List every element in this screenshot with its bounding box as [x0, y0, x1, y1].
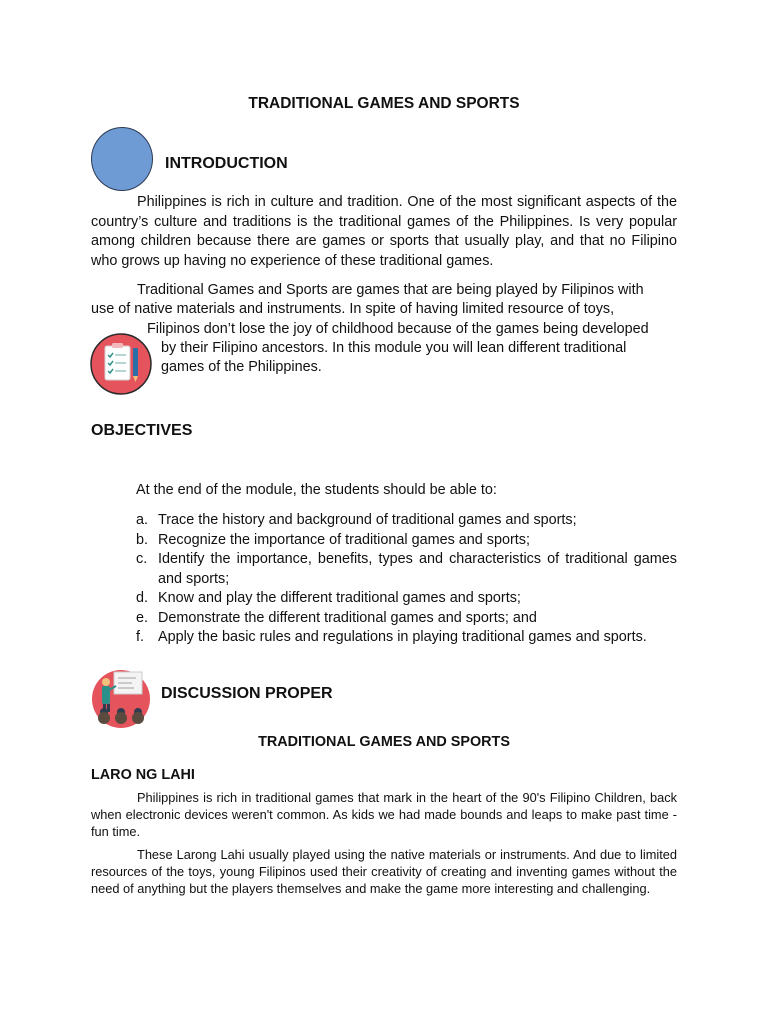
discussion-subtitle: TRADITIONAL GAMES AND SPORTS	[258, 734, 510, 750]
list-marker: c.	[136, 551, 148, 567]
presentation-icon	[90, 666, 152, 728]
discussion-paragraph-1: Philippines is rich in traditional games that mark in the heart of the 90's Filipino Children, back when electronic devices weren't common. As kids we had made bounds and leaps to make past time - fun time.	[91, 790, 677, 840]
list-item	[136, 609, 677, 629]
list-marker: d.	[136, 590, 149, 606]
list-marker: a.	[136, 512, 149, 528]
intro-p2-line1: Traditional Games and Sports are games that are being played by Filipinos with	[137, 282, 644, 298]
objectives-list	[136, 511, 677, 648]
intro-p2-line2: use of native materials and instruments. In spite of having limited resource of toys,	[91, 301, 615, 317]
document-title: TRADITIONAL GAMES AND SPORTS	[248, 95, 520, 112]
list-item	[136, 531, 677, 551]
list-item-text: Apply the basic rules and regulations in playing traditional games and sports.	[158, 629, 647, 645]
list-item-text: Identify the importance, benefits, types and characteristics of traditional games and sports;	[158, 551, 677, 587]
discussion-heading: DISCUSSION PROPER	[161, 685, 333, 702]
intro-paragraph-1: Philippines is rich in culture and tradition. One of the most significant aspects of the country’s culture and traditions is the traditional games of the Philippines. Is very popular among children because there are games or sports that usually play, and that no Filipino who grows up having no experience of these traditional games.	[91, 194, 677, 269]
list-item	[136, 511, 677, 531]
discussion-paragraph-2: These Larong Lahi usually played using the native materials or instruments. And due to limited resources of the toys, young Filipinos used their creativity of creating and inventing games without the need of anything but the players themselves and make the game more interesting and challenging.	[91, 847, 677, 897]
blue-circle-icon	[91, 127, 153, 191]
intro-p2-line4: by their Filipino ancestors. In this module you will lean different traditional	[161, 340, 627, 356]
intro-p2-line3: Filipinos don’t lose the joy of childhood because of the games being developed	[147, 321, 649, 337]
list-item-text: Trace the history and background of traditional games and sports;	[158, 512, 577, 528]
list-item-text: Recognize the importance of traditional games and sports;	[158, 531, 530, 548]
objectives-heading: OBJECTIVES	[91, 422, 193, 439]
list-item-text: Demonstrate the different traditional games and sports; and	[158, 609, 537, 626]
list-item	[136, 628, 677, 648]
introduction-heading: INTRODUCTION	[165, 155, 288, 172]
laro-ng-lahi-heading: LARO NG LAHI	[91, 767, 195, 783]
list-marker: f.	[136, 629, 144, 645]
list-marker: b.	[136, 531, 149, 548]
checklist-icon	[90, 333, 152, 395]
intro-p2-line5: games of the Philippines.	[161, 359, 322, 375]
objectives-intro: At the end of the module, the students should be able to:	[136, 482, 497, 498]
list-marker: e.	[136, 609, 149, 626]
list-item-text: Know and play the different traditional games and sports;	[158, 590, 521, 606]
list-item	[136, 550, 677, 589]
list-item	[136, 589, 677, 609]
